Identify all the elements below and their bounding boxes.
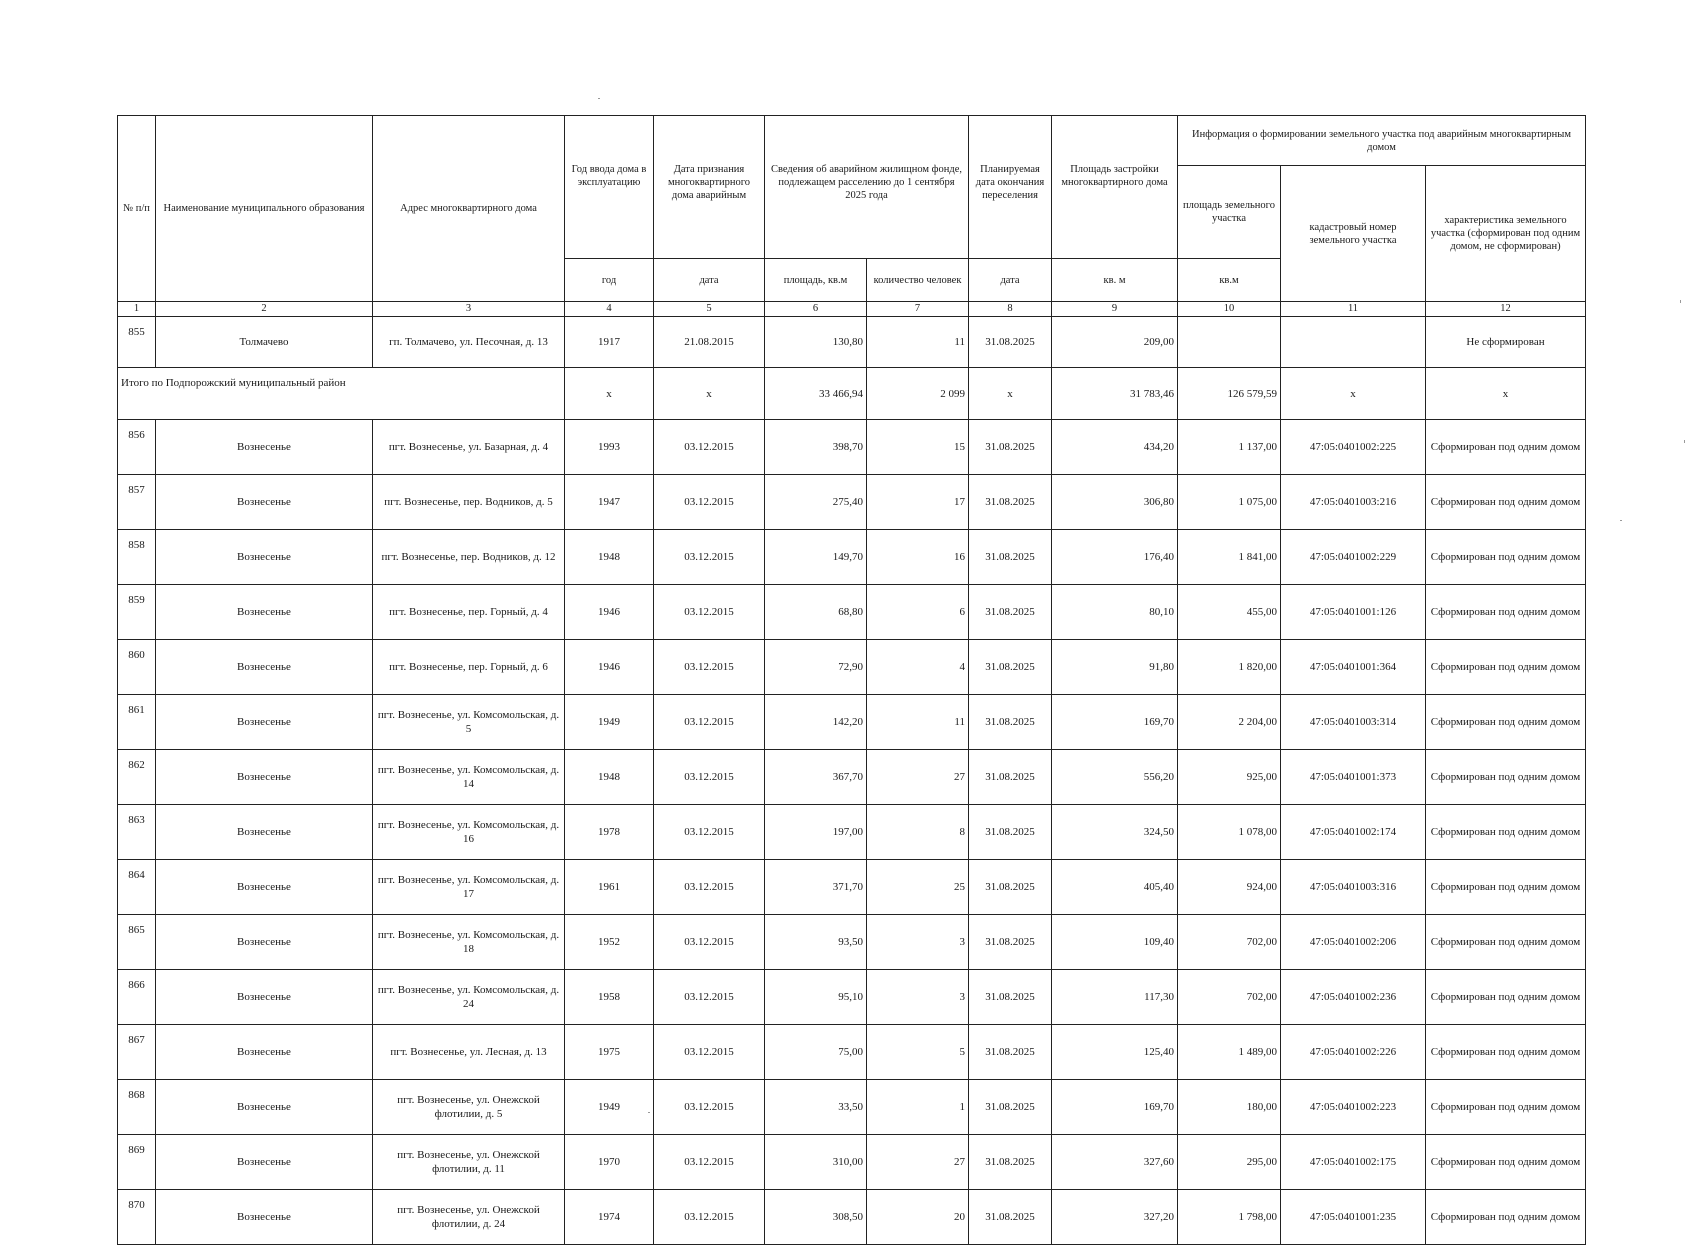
build-area-cell: 117,30 [1052,970,1178,1025]
land-status-cell: Сформирован под одним домом [1426,530,1586,585]
area-cell: 310,00 [765,1135,867,1190]
total-cadastre: х [1281,368,1426,420]
date-cell: 03.12.2015 [654,475,765,530]
row-number: 870 [118,1190,156,1245]
row-number: 863 [118,805,156,860]
address-cell: пгт. Вознесенье, пер. Водников, д. 5 [373,475,565,530]
build-area-cell: 209,00 [1052,317,1178,368]
date-cell: 03.12.2015 [654,1190,765,1245]
people-cell: 25 [867,860,969,915]
end-date-cell: 31.08.2025 [969,420,1052,475]
area-cell: 398,70 [765,420,867,475]
date-cell: 03.12.2015 [654,640,765,695]
end-date-cell: 31.08.2025 [969,970,1052,1025]
address-cell: пгт. Вознесенье, ул. Комсомольская, д. 17 [373,860,565,915]
total-date: х [654,368,765,420]
municipality-cell: Вознесенье [156,640,373,695]
area-cell: 149,70 [765,530,867,585]
land-status-cell: Сформирован под одним домом [1426,970,1586,1025]
people-cell: 27 [867,750,969,805]
land-area-cell [1178,317,1281,368]
cadastre-cell: 47:05:0401003:316 [1281,860,1426,915]
people-cell: 11 [867,695,969,750]
land-status-cell: Сформирован под одним домом [1426,805,1586,860]
year-cell: 1948 [565,750,654,805]
land-status-cell: Сформирован под одним домом [1426,750,1586,805]
address-cell: пгт. Вознесенье, ул. Комсомольская, д. 18 [373,915,565,970]
land-status-cell: Сформирован под одним домом [1426,475,1586,530]
area-cell: 275,40 [765,475,867,530]
document-sheet [117,115,1586,1245]
land-status-cell: Сформирован под одним домом [1426,1135,1586,1190]
table-row [118,970,1586,1025]
people-cell: 6 [867,585,969,640]
land-status-cell: Не сформирован [1426,317,1586,368]
cadastre-cell: 47:05:0401002:174 [1281,805,1426,860]
row-number: 867 [118,1025,156,1080]
table-row [118,1025,1586,1080]
column-number: 12 [1426,302,1586,317]
table-row [118,860,1586,915]
row-number: 860 [118,640,156,695]
table-row [118,530,1586,585]
people-cell: 15 [867,420,969,475]
people-cell: 27 [867,1135,969,1190]
date-cell: 03.12.2015 [654,695,765,750]
people-cell: 3 [867,915,969,970]
area-cell: 308,50 [765,1190,867,1245]
table-row [118,475,1586,530]
scan-speck [598,98,600,99]
year-cell: 1947 [565,475,654,530]
cadastre-cell: 47:05:0401002:226 [1281,1025,1426,1080]
column-number: 1 [118,302,156,317]
municipality-cell: Вознесенье [156,1135,373,1190]
municipality-cell: Вознесенье [156,750,373,805]
address-cell: пгт. Вознесенье, ул. Комсомольская, д. 16 [373,805,565,860]
year-cell: 1946 [565,640,654,695]
address-cell: гп. Толмачево, ул. Песочная, д. 13 [373,317,565,368]
cadastre-cell [1281,317,1426,368]
land-status-cell: Сформирован под одним домом [1426,860,1586,915]
cadastre-cell: 47:05:0401002:236 [1281,970,1426,1025]
total-row [118,368,1586,420]
build-area-cell: 80,10 [1052,585,1178,640]
people-cell: 17 [867,475,969,530]
total-build-area: 31 783,46 [1052,368,1178,420]
year-cell: 1958 [565,970,654,1025]
build-area-cell: 125,40 [1052,1025,1178,1080]
cadastre-cell: 47:05:0401003:314 [1281,695,1426,750]
table-row [118,695,1586,750]
date-cell: 03.12.2015 [654,420,765,475]
total-people: 2 099 [867,368,969,420]
date-cell: 03.12.2015 [654,750,765,805]
header-cadastre: кадастровый номер земельного участка [1281,166,1426,302]
header-emergency-date: Дата признания многоквартирного дома аварийным [654,116,765,259]
scan-speck [1680,300,1681,303]
year-cell: 1975 [565,1025,654,1080]
people-cell: 5 [867,1025,969,1080]
date-cell: 03.12.2015 [654,1025,765,1080]
end-date-cell: 31.08.2025 [969,695,1052,750]
address-cell: пгт. Вознесенье, ул. Комсомольская, д. 14 [373,750,565,805]
municipality-cell: Толмачево [156,317,373,368]
land-status-cell: Сформирован под одним домом [1426,695,1586,750]
municipality-cell: Вознесенье [156,860,373,915]
table-row [118,317,1586,368]
row-number: 862 [118,750,156,805]
end-date-cell: 31.08.2025 [969,640,1052,695]
municipality-cell: Вознесенье [156,1080,373,1135]
column-number: 3 [373,302,565,317]
year-cell: 1974 [565,1190,654,1245]
total-status: х [1426,368,1586,420]
table-row [118,585,1586,640]
total-area: 33 466,94 [765,368,867,420]
land-area-cell: 702,00 [1178,915,1281,970]
area-cell: 33,50 [765,1080,867,1135]
land-status-cell: Сформирован под одним домом [1426,1025,1586,1080]
date-cell: 21.08.2015 [654,317,765,368]
area-cell: 72,90 [765,640,867,695]
address-cell: пгт. Вознесенье, ул. Онежской флотилии, д. 11 [373,1135,565,1190]
build-area-cell: 324,50 [1052,805,1178,860]
unit-people: количество человек [867,259,969,302]
header-year-built: Год ввода дома в эксплуатацию [565,116,654,259]
build-area-cell: 327,20 [1052,1190,1178,1245]
unit-end-date: дата [969,259,1052,302]
municipality-cell: Вознесенье [156,970,373,1025]
end-date-cell: 31.08.2025 [969,317,1052,368]
address-cell: пгт. Вознесенье, ул. Базарная, д. 4 [373,420,565,475]
people-cell: 16 [867,530,969,585]
area-cell: 130,80 [765,317,867,368]
end-date-cell: 31.08.2025 [969,750,1052,805]
cadastre-cell: 47:05:0401001:373 [1281,750,1426,805]
area-cell: 68,80 [765,585,867,640]
table-row [118,1080,1586,1135]
land-area-cell: 1 137,00 [1178,420,1281,475]
land-status-cell: Сформирован под одним домом [1426,420,1586,475]
total-year: х [565,368,654,420]
people-cell: 11 [867,317,969,368]
end-date-cell: 31.08.2025 [969,1190,1052,1245]
municipality-cell: Вознесенье [156,915,373,970]
address-cell: пгт. Вознесенье, ул. Онежской флотилии, д. 24 [373,1190,565,1245]
land-area-cell: 702,00 [1178,970,1281,1025]
end-date-cell: 31.08.2025 [969,1080,1052,1135]
municipality-cell: Вознесенье [156,585,373,640]
header-planned-end: Планируемая дата окончания переселения [969,116,1052,259]
area-cell: 197,00 [765,805,867,860]
address-cell: пгт. Вознесенье, пер. Горный, д. 4 [373,585,565,640]
unit-year: год [565,259,654,302]
build-area-cell: 556,20 [1052,750,1178,805]
land-area-cell: 2 204,00 [1178,695,1281,750]
cadastre-cell: 47:05:0401002:223 [1281,1080,1426,1135]
row-number: 859 [118,585,156,640]
column-number: 5 [654,302,765,317]
address-cell: пгт. Вознесенье, пер. Горный, д. 6 [373,640,565,695]
address-cell: пгт. Вознесенье, пер. Водников, д. 12 [373,530,565,585]
land-status-cell: Сформирован под одним домом [1426,915,1586,970]
land-area-cell: 295,00 [1178,1135,1281,1190]
people-cell: 8 [867,805,969,860]
row-number: 868 [118,1080,156,1135]
land-area-cell: 180,00 [1178,1080,1281,1135]
total-end-date: х [969,368,1052,420]
build-area-cell: 306,80 [1052,475,1178,530]
row-number: 858 [118,530,156,585]
cadastre-cell: 47:05:0401002:175 [1281,1135,1426,1190]
end-date-cell: 31.08.2025 [969,860,1052,915]
land-area-cell: 1 075,00 [1178,475,1281,530]
column-number: 9 [1052,302,1178,317]
build-area-cell: 109,40 [1052,915,1178,970]
cadastre-cell: 47:05:0401001:364 [1281,640,1426,695]
land-area-cell: 1 078,00 [1178,805,1281,860]
municipality-cell: Вознесенье [156,1025,373,1080]
end-date-cell: 31.08.2025 [969,475,1052,530]
land-status-cell: Сформирован под одним домом [1426,1080,1586,1135]
land-status-cell: Сформирован под одним домом [1426,640,1586,695]
row-number: 861 [118,695,156,750]
row-number: 864 [118,860,156,915]
header-municipality: Наименование муниципального образования [156,116,373,302]
address-cell: пгт. Вознесенье, ул. Комсомольская, д. 24 [373,970,565,1025]
column-number: 4 [565,302,654,317]
year-cell: 1978 [565,805,654,860]
date-cell: 03.12.2015 [654,860,765,915]
area-cell: 95,10 [765,970,867,1025]
build-area-cell: 169,70 [1052,1080,1178,1135]
land-area-cell: 925,00 [1178,750,1281,805]
build-area-cell: 91,80 [1052,640,1178,695]
area-cell: 371,70 [765,860,867,915]
row-number: 857 [118,475,156,530]
municipality-cell: Вознесенье [156,420,373,475]
land-area-cell: 924,00 [1178,860,1281,915]
column-number: 8 [969,302,1052,317]
scan-speck [1684,440,1685,443]
year-cell: 1949 [565,695,654,750]
build-area-cell: 405,40 [1052,860,1178,915]
year-cell: 1917 [565,317,654,368]
date-cell: 03.12.2015 [654,1135,765,1190]
header-row-number: № п/п [118,116,156,302]
table-row [118,805,1586,860]
header-land-area: площадь земельного участка [1178,166,1281,259]
municipality-cell: Вознесенье [156,695,373,750]
end-date-cell: 31.08.2025 [969,530,1052,585]
year-cell: 1952 [565,915,654,970]
unit-build-area: кв. м [1052,259,1178,302]
end-date-cell: 31.08.2025 [969,1135,1052,1190]
land-status-cell: Сформирован под одним домом [1426,585,1586,640]
area-cell: 367,70 [765,750,867,805]
emergency-housing-table [117,115,1586,1245]
cadastre-cell: 47:05:0401002:229 [1281,530,1426,585]
header-address: Адрес многоквартирного дома [373,116,565,302]
date-cell: 03.12.2015 [654,585,765,640]
land-area-cell: 455,00 [1178,585,1281,640]
row-number: 856 [118,420,156,475]
people-cell: 4 [867,640,969,695]
people-cell: 1 [867,1080,969,1135]
municipality-cell: Вознесенье [156,1190,373,1245]
date-cell: 03.12.2015 [654,915,765,970]
row-number: 866 [118,970,156,1025]
people-cell: 3 [867,970,969,1025]
column-number: 2 [156,302,373,317]
end-date-cell: 31.08.2025 [969,915,1052,970]
cadastre-cell: 47:05:0401001:235 [1281,1190,1426,1245]
cadastre-cell: 47:05:0401002:206 [1281,915,1426,970]
year-cell: 1961 [565,860,654,915]
year-cell: 1970 [565,1135,654,1190]
municipality-cell: Вознесенье [156,805,373,860]
date-cell: 03.12.2015 [654,530,765,585]
column-number: 11 [1281,302,1426,317]
date-cell: 03.12.2015 [654,970,765,1025]
end-date-cell: 31.08.2025 [969,585,1052,640]
row-number: 855 [118,317,156,368]
table-row [118,640,1586,695]
total-label: Итого по Подпорожский муниципальный район [118,368,565,420]
area-cell: 75,00 [765,1025,867,1080]
table-row [118,915,1586,970]
row-number: 865 [118,915,156,970]
area-cell: 142,20 [765,695,867,750]
table-row [118,750,1586,805]
year-cell: 1949 [565,1080,654,1135]
header-build-area: Площадь застройки многоквартирного дома [1052,116,1178,259]
land-area-cell: 1 489,00 [1178,1025,1281,1080]
address-cell: пгт. Вознесенье, ул. Комсомольская, д. 5 [373,695,565,750]
end-date-cell: 31.08.2025 [969,805,1052,860]
column-number: 10 [1178,302,1281,317]
column-numbers-row [118,302,1586,317]
table-row [118,1135,1586,1190]
total-land-area: 126 579,59 [1178,368,1281,420]
build-area-cell: 327,60 [1052,1135,1178,1190]
address-cell: пгт. Вознесенье, ул. Лесная, д. 13 [373,1025,565,1080]
unit-date: дата [654,259,765,302]
build-area-cell: 169,70 [1052,695,1178,750]
municipality-cell: Вознесенье [156,475,373,530]
header-land-info: Информация о формировании земельного участка под аварийным многоквартирным домом [1178,116,1586,166]
unit-area: площадь, кв.м [765,259,867,302]
address-cell: пгт. Вознесенье, ул. Онежской флотилии, д. 5 [373,1080,565,1135]
year-cell: 1948 [565,530,654,585]
year-cell: 1993 [565,420,654,475]
land-area-cell: 1 798,00 [1178,1190,1281,1245]
scan-speck [648,1112,650,1113]
cadastre-cell: 47:05:0401001:126 [1281,585,1426,640]
land-area-cell: 1 820,00 [1178,640,1281,695]
people-cell: 20 [867,1190,969,1245]
column-number: 7 [867,302,969,317]
table-row [118,420,1586,475]
cadastre-cell: 47:05:0401003:216 [1281,475,1426,530]
land-area-cell: 1 841,00 [1178,530,1281,585]
land-status-cell: Сформирован под одним домом [1426,1190,1586,1245]
build-area-cell: 176,40 [1052,530,1178,585]
end-date-cell: 31.08.2025 [969,1025,1052,1080]
date-cell: 03.12.2015 [654,1080,765,1135]
cadastre-cell: 47:05:0401002:225 [1281,420,1426,475]
header-emergency-fund: Сведения об аварийном жилищном фонде, подлежащем расселению до 1 сентября 2025 года [765,116,969,259]
header-land-status: характеристика земельного участка (сформирован под одним домом, не сформирован) [1426,166,1586,302]
municipality-cell: Вознесенье [156,530,373,585]
column-number: 6 [765,302,867,317]
scan-speck [1620,520,1622,521]
table-row [118,1190,1586,1245]
date-cell: 03.12.2015 [654,805,765,860]
build-area-cell: 434,20 [1052,420,1178,475]
row-number: 869 [118,1135,156,1190]
year-cell: 1946 [565,585,654,640]
unit-land-area: кв.м [1178,259,1281,302]
area-cell: 93,50 [765,915,867,970]
